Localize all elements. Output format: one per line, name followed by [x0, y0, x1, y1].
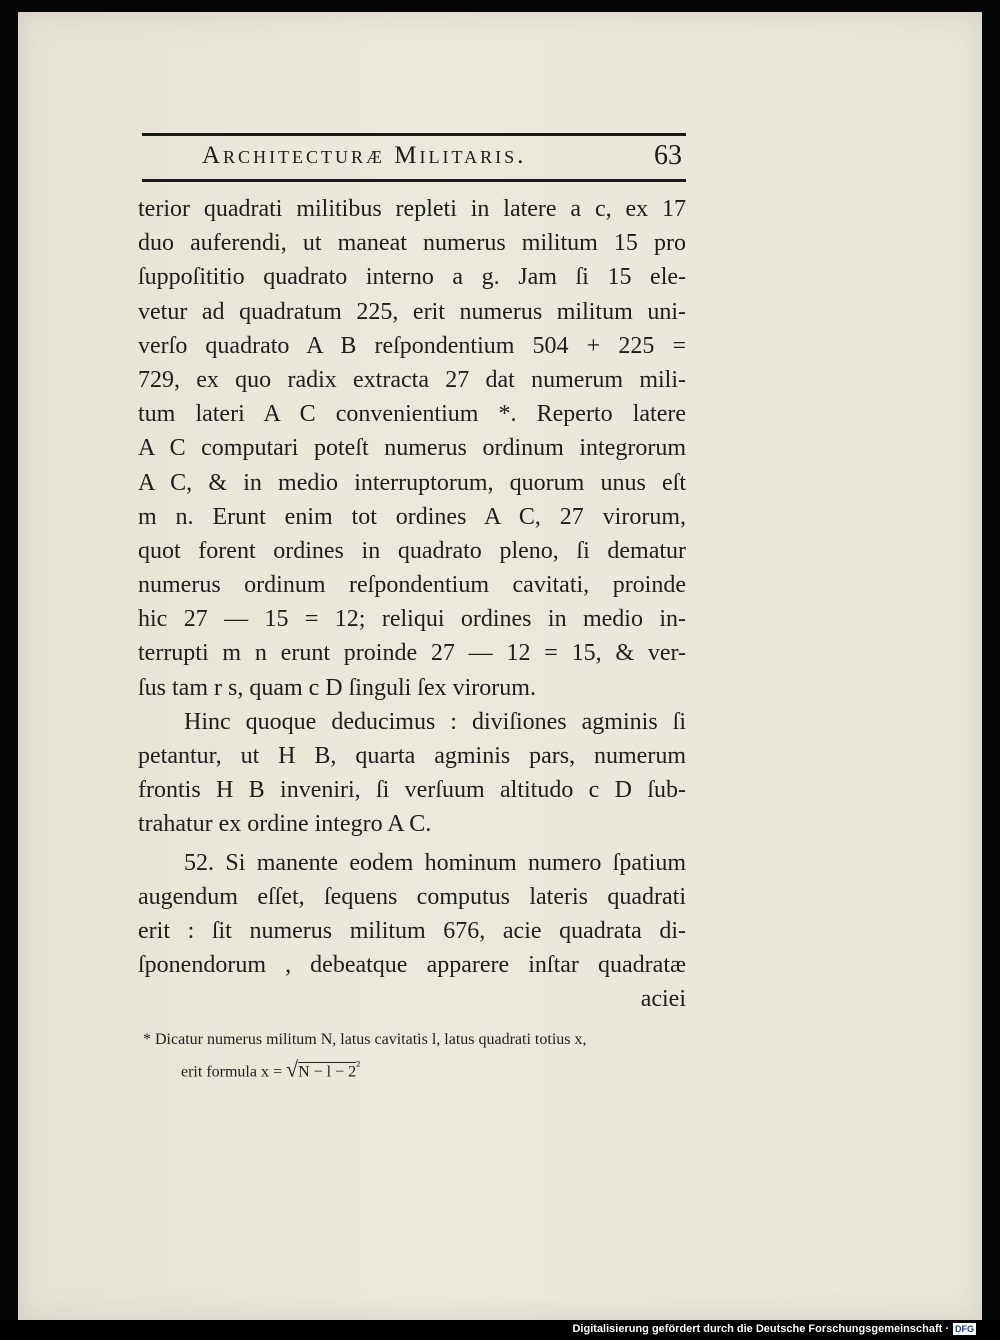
- text-line: ſus tam r s, quam c D ſinguli ſex virorum.: [138, 674, 536, 701]
- text-line: duo auferendi, ut maneat numerus militum 15 pro: [138, 230, 686, 257]
- footnote-formula-line: [143, 1053, 691, 1082]
- text-line: A C computari poteſt numerus ordinum integrorum: [138, 435, 686, 462]
- paragraph-start-line: 52. Si manente eodem hominum numero ſpatium: [184, 849, 686, 876]
- text-line: hic 27 — 15 = 12; reliqui ordines in medio in-: [138, 606, 686, 633]
- formula-prefix: erit formula x =: [181, 1063, 286, 1081]
- text-line: frontis H B inveniri, ſi verſuum altitudo c D ſub-: [138, 777, 686, 804]
- radical-sign: √: [286, 1056, 299, 1082]
- dfg-logo-icon: DFG: [955, 1324, 974, 1334]
- running-title: Architecturæ Militaris.: [202, 142, 527, 169]
- text-line: terrupti m n erunt proinde 27 — 12 = 15, & ver-: [138, 640, 686, 667]
- text-line: 729, ex quo radix extracta 27 dat numerum mili-: [138, 366, 686, 393]
- main-text: [138, 192, 686, 1017]
- footnote: [143, 1027, 691, 1082]
- footnote-line: * Dicatur numerus militum N, latus cavitatis l, latus quadrati totius x,: [143, 1031, 587, 1048]
- text-line: erit : ſit numerus militum 676, acie quadrata di-: [138, 917, 686, 944]
- text-line: terior quadrati militibus repleti in latere a c, ex 17: [138, 196, 686, 222]
- running-head: [142, 133, 686, 189]
- radical-term: N −: [298, 1063, 327, 1081]
- text-line: m n. Erunt enim tot ordines A C, 27 virorum,: [138, 503, 686, 530]
- text-line: petantur, ut H B, quarta agminis pars, numerum: [138, 743, 686, 769]
- text-line: vetur ad quadratum 225, erit numerus militum uni-: [138, 298, 686, 325]
- header-rule-top: [142, 133, 686, 136]
- radical-overline-term: l − 2: [326, 1063, 357, 1081]
- radical-exponent: ²: [356, 1058, 361, 1073]
- text-line: A C, & in medio interruptorum, quorum unus eſt: [138, 469, 686, 496]
- credit-text: Digitalisierung gefördert durch die Deutsche Forschungsgemeinschaft ·: [572, 1323, 949, 1335]
- paragraph-start-line: Hinc quoque deducimus : diviſiones agminis ſi: [184, 708, 686, 735]
- radical-content: [298, 1063, 356, 1080]
- digitization-credit: [572, 1323, 976, 1335]
- text-line: verſo quadrato A B reſpondentium 504 + 225 =: [138, 332, 686, 359]
- text-line: tum lateri A C convenientium *. Reperto latere: [138, 401, 686, 428]
- text-line: numerus ordinum reſpondentium cavitati, proinde: [138, 572, 686, 599]
- text-line: augendum eſſet, ſequens computus lateris quadrati: [138, 883, 686, 910]
- text-line: ſponendorum , debeatque apparere inſtar quadratæ: [138, 952, 686, 979]
- catchword: aciei: [640, 986, 686, 1013]
- page-number: 63: [654, 140, 682, 171]
- text-line: ſuppoſititio quadrato interno a g. Jam ſi 15 ele-: [138, 264, 686, 291]
- header-rule-bottom: [142, 179, 686, 182]
- text-line: quot forent ordines in quadrato pleno, ſi dematur: [138, 537, 686, 564]
- text-line: trahatur ex ordine integro A C.: [138, 811, 432, 838]
